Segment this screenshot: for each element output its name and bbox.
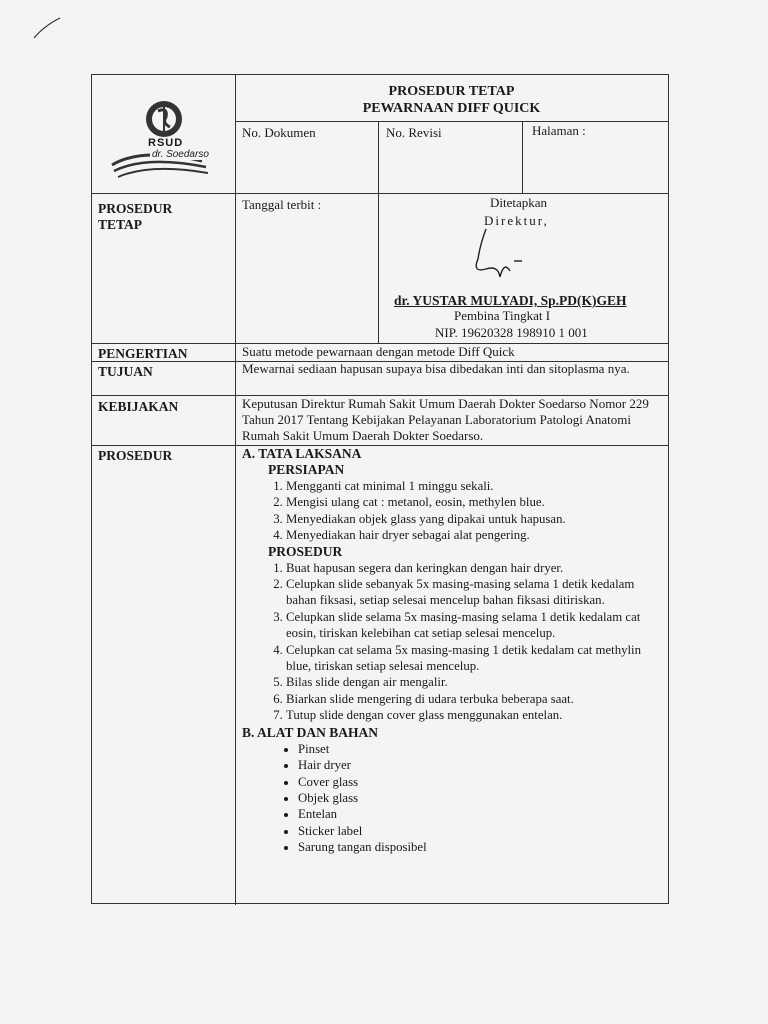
prosedur-step-item: 7. Tutup slide dengan cover glass menggunakan entelan. bbox=[286, 707, 666, 723]
signer-name: dr. YUSTAR MULYADI, Sp.PD(K)GEH bbox=[394, 293, 627, 308]
prosedur-content bbox=[242, 446, 666, 856]
prosedur-step-item: 3. Celupkan slide selama 5x masing-masing selama 1 detik kedalam cat eosin, tiriskan kelebihan cat setiap selesai mencelup. bbox=[286, 609, 666, 642]
prosedur-label: PROSEDUR bbox=[98, 448, 173, 463]
direktur-text: Direktur, bbox=[484, 213, 549, 228]
halaman-label: Halaman : bbox=[532, 123, 586, 138]
prosedur-steps-title: PROSEDUR bbox=[268, 543, 343, 559]
logo-subtitle: dr. Soedarso bbox=[152, 149, 209, 160]
prosedur-tetap-label-line-1: PROSEDUR bbox=[98, 201, 173, 216]
alat-item: • Entelan bbox=[298, 806, 666, 822]
prosedur-tetap-label bbox=[98, 201, 172, 233]
logo bbox=[102, 95, 226, 185]
alat-item: • Sticker label bbox=[298, 823, 666, 839]
pengertian-label: PENGERTIAN bbox=[98, 346, 188, 361]
kebijakan-label: KEBIJAKAN bbox=[98, 399, 179, 414]
alat-item: • Sarung tangan disposibel bbox=[298, 839, 666, 855]
signature-icon bbox=[452, 225, 542, 285]
prosedur-steps-list bbox=[242, 560, 666, 724]
alat-item: • Objek glass bbox=[298, 790, 666, 806]
persiapan-list bbox=[242, 478, 666, 544]
prosedur-step-item: 2. Celupkan slide sebanyak 5x masing-masing selama 1 detik kedalam bahan fiksasi, setiap selesai mencelup bahan fiksasi ditiriskan. bbox=[286, 576, 666, 609]
persiapan-item: 1. Mengganti cat minimal 1 minggu sekali. bbox=[286, 478, 666, 494]
prosedur-step-item: 6. Biarkan slide mengering di udara terbuka beberapa saat. bbox=[286, 691, 666, 707]
section-b-title: B. ALAT DAN BAHAN bbox=[242, 724, 379, 740]
document-table bbox=[91, 74, 669, 904]
persiapan-item: 3. Menyediakan objek glass yang dipakai untuk hapusan. bbox=[286, 511, 666, 527]
persiapan-title: PERSIAPAN bbox=[268, 462, 345, 477]
pengertian-text: Suatu metode pewarnaan dengan metode Diff Quick bbox=[242, 344, 515, 359]
scan-artifact-mark bbox=[30, 14, 70, 44]
prosedur-tetap-label-line-2: TETAP bbox=[98, 217, 143, 232]
document-title bbox=[235, 83, 668, 117]
no-revisi-label: No. Revisi bbox=[386, 125, 442, 140]
tujuan-label: TUJUAN bbox=[98, 364, 153, 379]
ditetapkan-text: Ditetapkan bbox=[490, 195, 548, 210]
section-a-title: A. TATA LAKSANA bbox=[242, 446, 362, 461]
alat-item: • Cover glass bbox=[298, 774, 666, 790]
prosedur-step-item: 1. Buat hapusan segera dan keringkan dengan hair dryer. bbox=[286, 560, 666, 576]
persiapan-item: 4. Menyediakan hair dryer sebagai alat pengering. bbox=[286, 527, 666, 543]
signer-nip: NIP. 19620328 198910 1 001 bbox=[435, 325, 588, 340]
alat-item: • Hair dryer bbox=[298, 757, 666, 773]
prosedur-step-item: 4. Celupkan cat selama 5x masing-masing 1 detik kedalam cat methylin blue, tiriskan setiap selesai mencelup. bbox=[286, 642, 666, 675]
kebijakan-text: Keputusan Direktur Rumah Sakit Umum Daerah Dokter Soedarso Nomor 229 Tahun 2017 Tentang Kebijakan Pelayanan Laboratorium Patologi Anatomi Rumah Sakit Umum Daerah Dokter Soedarso. bbox=[242, 396, 649, 443]
logo-name: RSUD bbox=[148, 137, 184, 149]
persiapan-item: 2. Mengisi ulang cat : metanol, eosin, methylen blue. bbox=[286, 494, 666, 510]
signer-rank: Pembina Tingkat I bbox=[454, 308, 551, 323]
title-line-2: PEWARNAAN DIFF QUICK bbox=[362, 101, 541, 116]
tujuan-text: Mewarnai sediaan hapusan supaya bisa dibedakan inti dan sitoplasma nya. bbox=[242, 361, 630, 376]
alat-item: • Pinset bbox=[298, 741, 666, 757]
tanggal-terbit-label: Tanggal terbit : bbox=[242, 197, 322, 212]
title-line-1: PROSEDUR TETAP bbox=[388, 84, 515, 99]
alat-bahan-list bbox=[242, 741, 666, 856]
no-dokumen-label: No. Dokumen bbox=[242, 125, 316, 140]
prosedur-step-item: 5. Bilas slide dengan air mengalir. bbox=[286, 674, 666, 690]
